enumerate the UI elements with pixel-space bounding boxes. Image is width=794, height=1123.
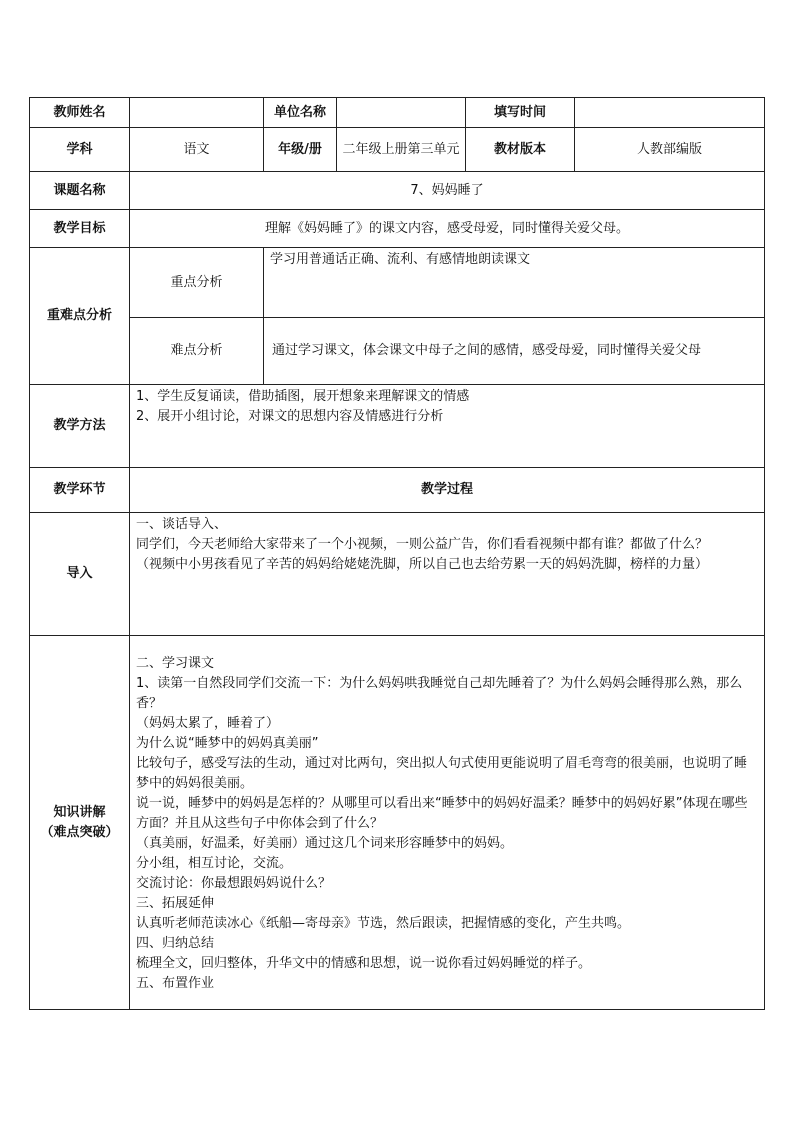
grade-value: 二年级上册第三单元 xyxy=(337,128,466,172)
goal-value: 理解《妈妈睡了》的课文内容，感受母爱，同时懂得关爱父母。 xyxy=(130,210,765,248)
topic-row xyxy=(30,172,765,210)
knowledge-line: 二、学习课文 xyxy=(136,656,215,671)
teacher-name-label: 教师姓名 xyxy=(30,98,130,128)
knowledge-label-line1: 知识讲解 xyxy=(53,804,106,820)
difficult-point-value: 通过学习课文，体会课文中母子之间的感情，感受母爱，同时懂得关爱父母 xyxy=(264,318,765,385)
intro-label: 导入 xyxy=(30,513,130,636)
teacher-name-value xyxy=(130,98,264,128)
goal-label: 教学目标 xyxy=(30,210,130,248)
knowledge-line: 三、拓展延伸 xyxy=(136,896,215,911)
topic-value: 7、妈妈睡了 xyxy=(130,172,765,210)
knowledge-line: （妈妈太累了，睡着了） xyxy=(136,716,280,731)
method-label: 教学方法 xyxy=(30,385,130,468)
goal-row xyxy=(30,210,765,248)
knowledge-line: 比较句子，感受写法的生动，通过对比两句，突出拟人句式使用更能说明了眉毛弯弯的很美丽，也说明了睡梦中的妈妈很美丽。 xyxy=(136,756,748,791)
unit-name-value xyxy=(337,98,466,128)
process-stage-label: 教学环节 xyxy=(30,468,130,513)
info-row xyxy=(30,128,765,172)
knowledge-line: 说一说，睡梦中的妈妈是怎样的？从哪里可以看出来“睡梦中的妈妈好温柔？睡梦中的妈妈好累”体现在哪些方面？并且从这些句子中你体会到了什么？ xyxy=(136,796,748,831)
intro-line: 一、谈话导入、 xyxy=(136,517,228,532)
knowledge-line: 分小组，相互讨论，交流。 xyxy=(136,856,293,871)
subject-label: 学科 xyxy=(30,128,130,172)
method-line: 2、展开小组讨论，对课文的思想内容及情感进行分析 xyxy=(136,409,444,424)
knowledge-line: 梳理全文，回归整体，升华文中的情感和思想，说一说你看过妈妈睡觉的样子。 xyxy=(136,956,592,971)
fill-time-value xyxy=(575,98,765,128)
knowledge-label xyxy=(30,636,130,1010)
key-point-label: 重点分析 xyxy=(130,248,264,318)
knowledge-line: （真美丽，好温柔，好美丽）通过这几个词来形容睡梦中的妈妈。 xyxy=(136,836,514,851)
intro-row xyxy=(30,513,765,636)
knowledge-line: 四、归纳总结 xyxy=(136,936,215,951)
key-point-value: 学习用普通话正确、流利、有感情地朗读课文 xyxy=(264,248,765,318)
subject-value: 语文 xyxy=(130,128,264,172)
intro-line: （视频中小男孩看见了辛苦的妈妈给姥姥洗脚，所以自己也去给劳累一天的妈妈洗脚，榜样的力量） xyxy=(136,557,709,572)
header-row xyxy=(30,98,765,128)
difficult-point-label: 难点分析 xyxy=(130,318,264,385)
key-point-row xyxy=(30,248,765,318)
knowledge-line: 1、读第一自然段同学们交流一下：为什么妈妈哄我睡觉自己却先睡着了？为什么妈妈会睡得那么熟，那么香？ xyxy=(136,676,743,711)
knowledge-line: 五、布置作业 xyxy=(136,976,215,991)
topic-label: 课题名称 xyxy=(30,172,130,210)
grade-label: 年级/册 xyxy=(264,128,337,172)
knowledge-row xyxy=(30,636,765,1010)
knowledge-content xyxy=(130,636,765,1010)
method-line: 1、学生反复诵读，借助插图，展开想象来理解课文的情感 xyxy=(136,389,470,404)
knowledge-line: 交流讨论：你最想跟妈妈说什么？ xyxy=(136,876,332,891)
analysis-label: 重难点分析 xyxy=(30,248,130,385)
process-header-row xyxy=(30,468,765,513)
process-label: 教学过程 xyxy=(130,468,765,513)
unit-name-label: 单位名称 xyxy=(264,98,337,128)
lesson-plan-table xyxy=(29,97,765,1010)
difficult-point-row xyxy=(30,318,765,385)
knowledge-label-line2: （难点突破） xyxy=(40,824,119,840)
textbook-value: 人教部编版 xyxy=(575,128,765,172)
method-row xyxy=(30,385,765,468)
knowledge-line: 认真听老师范读冰心《纸船—寄母亲》节选，然后跟读，把握情感的变化，产生共鸣。 xyxy=(136,916,631,931)
textbook-label: 教材版本 xyxy=(466,128,575,172)
fill-time-label: 填写时间 xyxy=(466,98,575,128)
knowledge-line: 为什么说“睡梦中的妈妈真美丽” xyxy=(136,736,319,751)
method-content xyxy=(130,385,765,468)
intro-content xyxy=(130,513,765,636)
intro-line: 同学们，今天老师给大家带来了一个小视频，一则公益广告，你们看看视频中都有谁？都做了什么？ xyxy=(136,537,709,552)
